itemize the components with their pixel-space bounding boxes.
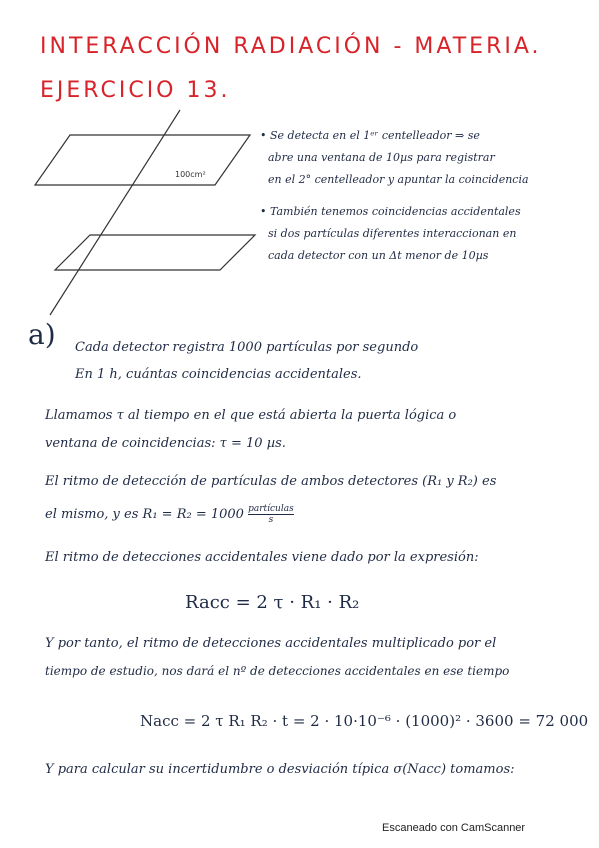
paragraph-text: el mismo, y es R₁ = R₂ = 1000 [45, 507, 244, 522]
second-scintillator-plate [55, 235, 255, 270]
note-line: si dos partículas diferentes interaccionan en [268, 227, 517, 240]
note-line: • También tenemos coincidencias accidentales [260, 205, 521, 218]
particle-track [50, 110, 180, 315]
paragraph-line: Llamamos τ al tiempo en el que está abierta la puerta lógica o [45, 408, 457, 423]
page-title: INTERACCIÓN RADIACIÓN - MATERIA. [40, 34, 542, 59]
plate-area-label: 100cm² [175, 170, 206, 179]
accidental-count-formula: Nacc = 2 τ R₁ R₂ · t = 2 · 10·10⁻⁶ · (1000)² · 3600 = 72 000 [140, 712, 589, 730]
paragraph-line: El ritmo de detecciones accidentales viene dado por la expresión: [45, 550, 479, 565]
note-line: en el 2° centelleador y apuntar la coincidencia [268, 173, 529, 186]
note-line: abre una ventana de 10µs para registrar [268, 151, 495, 164]
paragraph-line: ventana de coincidencias: τ = 10 µs. [45, 436, 286, 451]
unit-denominator: s [268, 515, 274, 525]
statement-line: En 1 h, cuántas coincidencias accidentales. [75, 367, 362, 382]
accidental-rate-formula: Racc = 2 τ · R₁ · R₂ [185, 592, 360, 613]
note-line: • Se detecta en el 1ᵉʳ centelleador ⇒ se [260, 129, 480, 142]
unit-numerator: partículas [248, 504, 294, 514]
paragraph-line: tiempo de estudio, nos dará el nº de detecciones accidentales en ese tiempo [45, 664, 510, 678]
paragraph-line: El ritmo de detección de partículas de ambos detectores (R₁ y R₂) es [45, 474, 497, 489]
exercise-number: EJERCICIO 13. [40, 78, 231, 103]
note-line: cada detector con un Δt menor de 10µs [268, 249, 489, 262]
paragraph-line: Y para calcular su incertidumbre o desviación típica σ(Nacc) tomamos: [45, 762, 515, 777]
first-scintillator-plate [35, 135, 250, 185]
scanner-watermark: Escaneado con CamScanner [382, 822, 526, 834]
unit-fraction [248, 504, 294, 525]
part-a-marker: a) [28, 318, 56, 351]
detector-diagram [30, 105, 260, 335]
statement-line: Cada detector registra 1000 partículas por segundo [75, 340, 419, 355]
paragraph-line: Y por tanto, el ritmo de detecciones accidentales multiplicado por el [45, 636, 497, 651]
paragraph-line [45, 504, 294, 525]
